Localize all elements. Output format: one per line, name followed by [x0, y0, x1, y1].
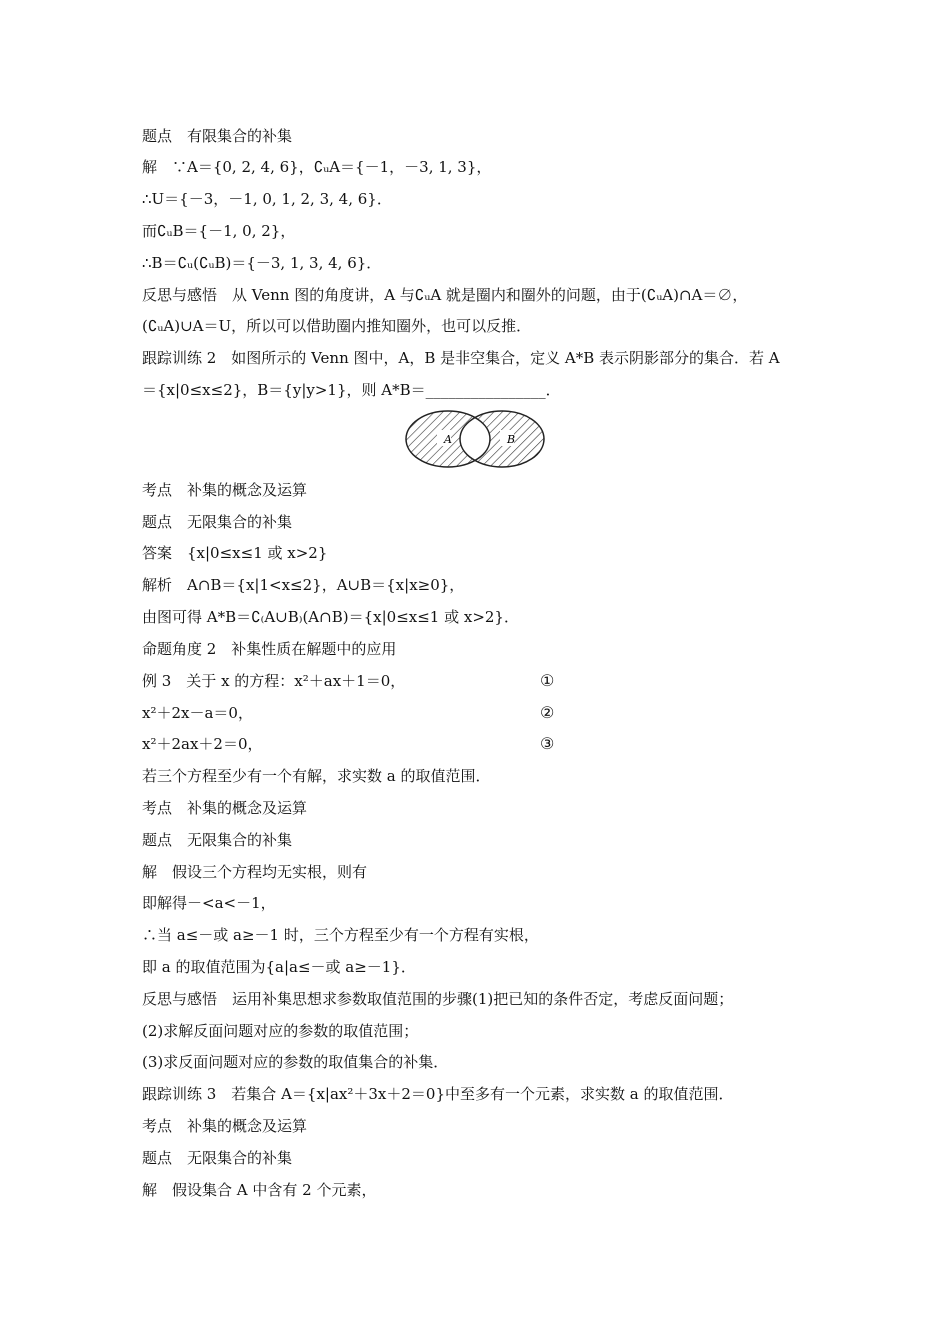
text-line: 例 3 关于 x 的方程：x²＋ax＋1＝0， — [142, 672, 406, 690]
text-line: 若三个方程至少有一个有解，求实数 a 的取值范围． — [142, 767, 491, 785]
equation-number-1: ① — [540, 671, 555, 690]
text-line: 答案 {x|0≤x≤1 或 x>2} — [142, 544, 328, 562]
venn-label-a: A — [444, 433, 452, 446]
text-line: (2)求解反面问题对应的参数的取值范围； — [142, 1022, 419, 1040]
text-line: x²＋2x－a＝0， — [142, 704, 253, 722]
text-line: 解析 A∩B＝{x|1<x≤2}，A∪B＝{x|x≥0}， — [142, 576, 465, 594]
venn-label-b: B — [507, 433, 516, 446]
text-line: 题点 无限集合的补集 — [142, 831, 293, 849]
venn-diagram — [404, 408, 546, 470]
text-line: 命题角度 2 补集性质在解题中的应用 — [142, 640, 397, 658]
text-line: ＝{x|0≤x≤2}，B＝{y|y>1}，则 A*B＝________________． — [142, 381, 561, 399]
text-line: ∴U＝{－3，－1, 0, 1, 2, 3, 4, 6}． — [142, 190, 392, 208]
text-line: 跟踪训练 2 如图所示的 Venn 图中，A，B 是非空集合，定义 A*B 表示阴影部分的集合．若 A — [142, 349, 780, 367]
text-line: 反思与感悟 运用补集思想求参数取值范围的步骤(1)把已知的条件否定，考虑反面问题； — [142, 990, 734, 1008]
text-line: 题点 无限集合的补集 — [142, 1149, 293, 1167]
equation-number-3: ③ — [540, 734, 555, 753]
text-line: (∁ᵤA)∪A＝U，所以可以借助圈内推知圈外，也可以反推． — [142, 317, 532, 335]
text-line: x²＋2ax＋2＝0， — [142, 735, 263, 753]
text-line: 题点 有限集合的补集 — [142, 127, 293, 145]
text-line: 题点 无限集合的补集 — [142, 513, 293, 531]
text-line: 解 ∵A＝{0, 2, 4, 6}，∁ᵤA＝{－1，－3, 1, 3}， — [142, 158, 492, 176]
text-line: ∴B＝∁ᵤ(∁ᵤB)＝{－3, 1, 3, 4, 6}． — [142, 254, 382, 272]
text-line: 解 假设三个方程均无实根，则有 — [142, 863, 368, 881]
text-line: 考点 补集的概念及运算 — [142, 1117, 308, 1135]
text-line: 考点 补集的概念及运算 — [142, 481, 308, 499]
text-line: 反思与感悟 从 Venn 图的角度讲，A 与∁ᵤA 就是圈内和圈外的问题，由于(∁ᵤA)∩A＝∅， — [142, 286, 748, 304]
text-line: 考点 补集的概念及运算 — [142, 799, 308, 817]
text-line: ∴当 a≤－或 a≥－1 时，三个方程至少有一个方程有实根， — [142, 926, 539, 944]
text-line: 而∁ᵤB＝{－1, 0, 2}， — [142, 222, 296, 240]
text-line: (3)求反面问题对应的参数的取值集合的补集． — [142, 1053, 449, 1071]
text-line: 即 a 的取值范围为{a|a≤－或 a≥－1}． — [142, 958, 416, 976]
equation-number-2: ② — [540, 703, 555, 722]
text-line: 即解得－<a<－1， — [142, 894, 276, 912]
text-line: 跟踪训练 3 若集合 A＝{x|ax²＋3x＋2＝0}中至多有一个元素，求实数 a 的取值范围． — [142, 1085, 734, 1103]
text-line: 解 假设集合 A 中含有 2 个元素， — [142, 1181, 377, 1199]
text-line: 由图可得 A*B＝∁₍A∪B₎(A∩B)＝{x|0≤x≤1 或 x>2}． — [142, 608, 519, 626]
